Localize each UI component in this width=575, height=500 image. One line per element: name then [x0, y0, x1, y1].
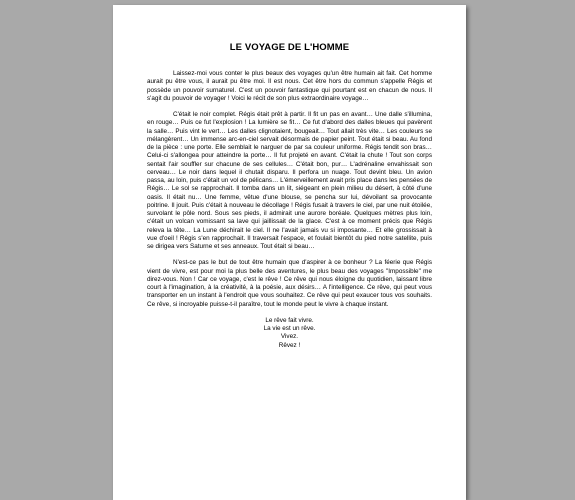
paragraph-journey: C'était le noir complet. Régis était prêt à partir. Il fit un pas en avant… Une dalle s'illumina, en rouge… Puis ce fut l'explosion ! La lumière se fit… Ce fut d'abord des dalles bleues qui pavèrent la salle… Puis vint le vert… Les dalles clignotaient, bougeait… Tout allait très vite… Les couleurs se mélangèrent… Un immense arc-en-ciel servait désormais de papier peint. Tout était si beau. Au fond de la pièce : une porte. Elle semblait le narguer de par sa couleur uniforme. Régis tendit son bras… Celui-ci s'allongea pour atteindre la porte… Il fut projeté en avant. C'était la chute ! Tout son corps sentait l'air souffler sur chacune de ses cellules… C'était bon, pur… L'adrénaline envahissait son cerveau… Le noir dans lequel il chutait disparu. Il perfora un nuage. Tout devint bleu. Un avion passa, au loin, puis c'était un vol de pélicans… L'émerveillement avait pris place dans les pensées de Régis… Le sol se rapprochait. Il tomba dans un lit, siégeant en plein milieu du désert, à côté d'une oasis. Il était nu… Une femme, vêtue d'une blouse, se pencha sur lui, dévoilant sa provocante poitrine. Il jouit. Puis c'était à nouveau le décollage ! Régis fusait à travers le ciel, par une nuit étoilée, survolant le pôle nord. Sous ses pieds, il admirait une aurore boréale. Quelques mètres plus loin, c'était un volcan vomissant sa lave qui jaillissait de la glace. C'est à ce moment précis que Régis releva la tête… La Lune déchirait le ciel. Il ne l'avait jamais vu si imposante… Et elle grossissait à vue d'oeil ! Régis s'en rapprochait. Il traversait l'espace, et foulait bientôt du pied notre satellite, puis se dirigea vers Saturne et ses anneaux. Tout était si beau…	[147, 111, 432, 250]
poem-line: Vivez.	[280, 333, 299, 341]
document-page	[113, 5, 466, 500]
paragraph-intro: Laissez-moi vous conter le plus beaux des voyages qu'un être humain ait fait. Cet homme aurait pu être vous, il aurait pu être moi. Il est nous. Cet être hors du commun s'appelle Régis et possède un pouvoir surnaturel. C'est un pouvoir fantastique qui pourtant est en chacun de nous. Il s'agit du pouvoir de voyager ! Voici le récit de son plus extraordinaire voyage…	[147, 70, 432, 102]
paragraph-conclusion: N'est-ce pas le but de tout être humain que d'aspirer à ce bonheur ? La féerie que Régis vient de vivre, est pour moi la plus belle des aventures, le plus beau des voyages "Impossible" me direz-vous. Non ! Car ce voyage, c'est le rêve ! Ce rêve qui nous éloigne du quotidien, laissant libre court à l'imagination, à la créativité, à la poésie, aux désirs… A l'intelligence. Ce rêve, qui peut vous transporter en un instant à l'endroit que vous souhaitez. Ce rêve qui peut exaucer tous vos souhaits. Ce rêve, si incroyable puisse-t-il paraître, tout le monde peut le vivre à chaque instant.	[147, 259, 432, 308]
poem-line: Rêvez !	[278, 341, 301, 349]
poem-line: La vie est un rêve.	[263, 325, 316, 332]
poem-line: Le rêve fait vivre.	[265, 316, 314, 324]
closing-poem	[147, 317, 432, 350]
document-title: LE VOYAGE DE L'HOMME	[229, 42, 350, 53]
